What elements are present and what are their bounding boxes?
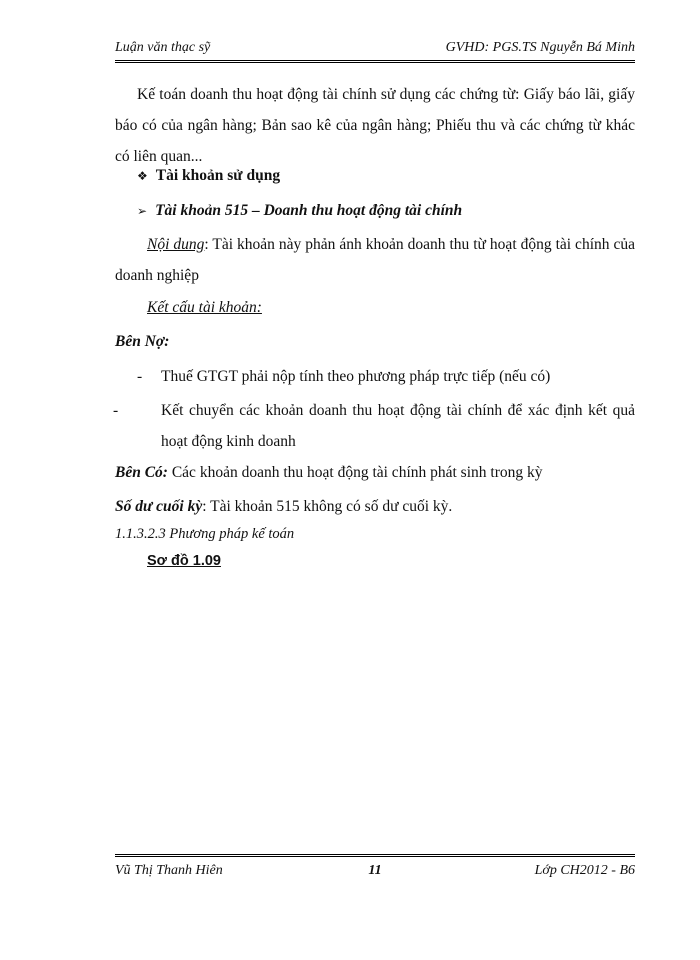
account-title-text: Tài khoản 515 – Doanh thu hoạt động tài chính — [155, 202, 463, 219]
arrow-bullet-icon: ➢ — [137, 204, 148, 218]
credit-text: Các khoản doanh thu hoạt động tài chính phát sinh trong kỳ — [167, 464, 543, 481]
accounts-heading-text: Tài khoản sử dụng — [155, 167, 281, 184]
balance-line — [115, 491, 452, 522]
credit-label: Bên Có: — [115, 464, 168, 481]
structure-label: Kết cấu tài khoản: — [147, 299, 262, 316]
page-header — [115, 38, 635, 63]
debit-item-text: Kết chuyển các khoản doanh thu hoạt động tài chính để xác định kết quả hoạt động kinh doanh — [161, 402, 635, 450]
section-heading: 1.1.3.2.3 Phương pháp kế toán — [115, 526, 295, 542]
account-title — [137, 195, 462, 227]
intro-paragraph: Kế toán doanh thu hoạt động tài chính sử dụng các chứng từ: Giấy báo lãi, giấy báo có của ngân hàng; Bản sao kê của ngân hàng; Phiếu thu và các chứng từ khác có liên quan... — [115, 86, 635, 165]
content-text: : Tài khoản này phản ánh khoản doanh thu từ hoạt động tài chính của doanh nghiệp — [115, 236, 635, 284]
diagram-label: Sơ đồ 1.09 — [147, 553, 221, 569]
content-label: Nội dung — [147, 236, 205, 253]
content-paragraph — [115, 229, 635, 291]
page-footer — [115, 854, 635, 881]
thesis-label: Luận văn thạc sỹ — [115, 40, 211, 55]
debit-item-text: Thuế GTGT phải nộp tính theo phương pháp trực tiếp (nếu có) — [161, 368, 551, 385]
debit-item: - Thuế GTGT phải nộp tính theo phương pháp trực tiếp (nếu có) — [137, 368, 551, 385]
debit-item: - Kết chuyển các khoản doanh thu hoạt động tài chính để xác định kết quả hoạt động kinh doanh — [113, 402, 635, 450]
page-number: 11 — [368, 863, 382, 878]
advisor-label: GVHD: PGS.TS Nguyễn Bá Minh — [445, 40, 635, 55]
class-label: Lớp CH2012 - B6 — [534, 863, 635, 878]
balance-text: : Tài khoản 515 không có số dư cuối kỳ. — [202, 498, 453, 515]
accounts-heading — [137, 160, 280, 192]
diamond-bullet-icon: ❖ — [137, 169, 148, 183]
credit-line — [115, 457, 543, 488]
author-name: Vũ Thị Thanh Hiên — [115, 863, 223, 878]
balance-label: Số dư cuối kỳ — [115, 498, 203, 515]
debit-label: Bên Nợ: — [115, 333, 170, 350]
